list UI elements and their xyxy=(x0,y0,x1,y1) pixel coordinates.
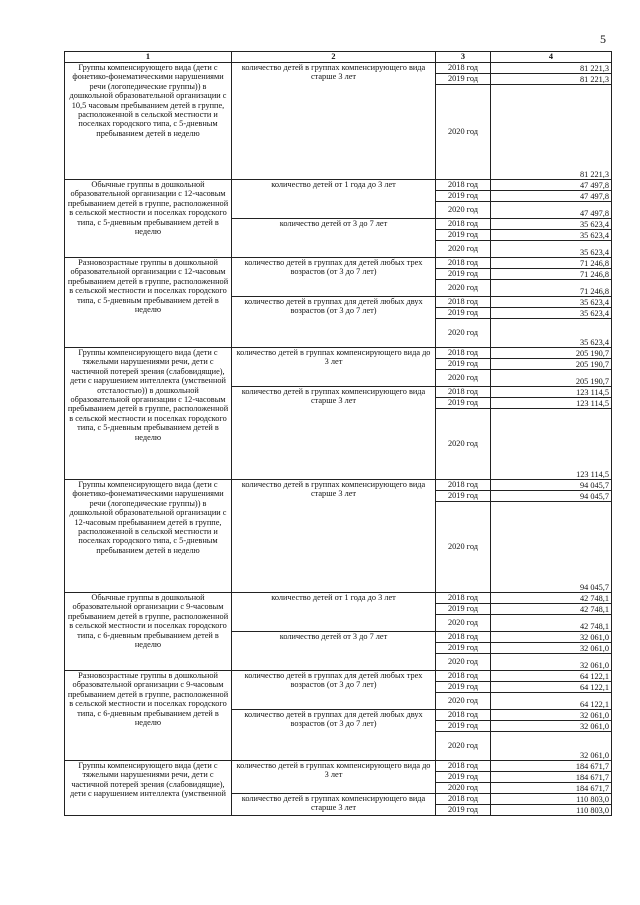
group-category: Обычные группы в дошкольной образовательной организации с 12-часовым пребыванием детей в группе, расположенной в сельской местности и поселках городского типа, с 5-дневным пребыванием детей в неделю xyxy=(65,180,232,258)
indicator-description: количество детей в группах компенсирующего вида старше 3 лет xyxy=(232,794,436,816)
year-cell: 2019 год xyxy=(436,643,491,654)
year-cell: 2019 год xyxy=(436,74,491,85)
value-cell: 205 190,7 xyxy=(491,359,612,370)
year-cell: 2020 год xyxy=(436,732,491,761)
group-category: Группы компенсирующего вида (дети с тяжелыми нарушениями речи, дети с частичной потерей зрения (слабовидящие), дети с нарушением интеллекта (умственной xyxy=(65,761,232,816)
year-cell: 2018 год xyxy=(436,794,491,805)
value-cell: 47 497,8 xyxy=(491,202,612,219)
value-cell: 71 246,8 xyxy=(491,269,612,280)
indicator-description: количество детей в группах для детей любых двух возрастов (от 3 до 7 лет) xyxy=(232,297,436,348)
value-cell: 184 671,7 xyxy=(491,772,612,783)
indicator-description: количество детей в группах компенсирующего вида старше 3 лет xyxy=(232,63,436,180)
year-cell: 2020 год xyxy=(436,241,491,258)
table-row xyxy=(65,480,612,491)
value-cell: 81 221,3 xyxy=(491,85,612,180)
indicator-description: количество детей от 3 до 7 лет xyxy=(232,219,436,258)
value-cell: 35 623,4 xyxy=(491,230,612,241)
group-category: Группы компенсирующего вида (дети с фонетико-фонематическими нарушениями речи (логопедические группы)) в дошкольной образовательной организации с 10,5 часовым пребыванием детей в группе, расположенной в сельской местности и поселках городского типа, с 5-дневным пребыванием детей в неделю xyxy=(65,63,232,180)
value-cell: 35 623,4 xyxy=(491,219,612,230)
table-row xyxy=(65,258,612,269)
value-cell: 42 748,1 xyxy=(491,593,612,604)
year-cell: 2019 год xyxy=(436,359,491,370)
indicator-description: количество детей от 3 до 7 лет xyxy=(232,632,436,671)
value-cell: 71 246,8 xyxy=(491,280,612,297)
value-cell: 123 114,5 xyxy=(491,398,612,409)
value-cell: 205 190,7 xyxy=(491,370,612,387)
value-cell: 32 061,0 xyxy=(491,710,612,721)
header-col-3: 3 xyxy=(436,52,491,63)
year-cell: 2019 год xyxy=(436,269,491,280)
value-cell: 35 623,4 xyxy=(491,241,612,258)
value-cell: 64 122,1 xyxy=(491,693,612,710)
header-col-1: 1 xyxy=(65,52,232,63)
year-cell: 2020 год xyxy=(436,783,491,794)
value-cell: 64 122,1 xyxy=(491,682,612,693)
value-cell: 205 190,7 xyxy=(491,348,612,359)
header-row xyxy=(65,52,612,63)
year-cell: 2019 год xyxy=(436,682,491,693)
value-cell: 110 803,0 xyxy=(491,794,612,805)
indicator-description: количество детей от 1 года до 3 лет xyxy=(232,180,436,219)
value-cell: 94 045,7 xyxy=(491,480,612,491)
year-cell: 2018 год xyxy=(436,63,491,74)
table-row xyxy=(65,63,612,74)
year-cell: 2020 год xyxy=(436,280,491,297)
year-cell: 2020 год xyxy=(436,615,491,632)
budget-table xyxy=(64,51,612,816)
value-cell: 81 221,3 xyxy=(491,63,612,74)
year-cell: 2019 год xyxy=(436,721,491,732)
year-cell: 2018 год xyxy=(436,480,491,491)
table-row xyxy=(65,671,612,682)
header-col-2: 2 xyxy=(232,52,436,63)
value-cell: 47 497,8 xyxy=(491,180,612,191)
year-cell: 2018 год xyxy=(436,297,491,308)
year-cell: 2019 год xyxy=(436,604,491,615)
header-col-4: 4 xyxy=(491,52,612,63)
year-cell: 2019 год xyxy=(436,805,491,816)
indicator-description: количество детей в группах для детей любых трех возрастов (от 3 до 7 лет) xyxy=(232,258,436,297)
value-cell: 32 061,0 xyxy=(491,632,612,643)
value-cell: 64 122,1 xyxy=(491,671,612,682)
value-cell: 42 748,1 xyxy=(491,604,612,615)
group-category: Разновозрастные группы в дошкольной образовательной организации с 9-часовым пребыванием детей в группе, расположенной в сельской местности и поселках городского типа, с 6-дневным пребыванием детей в неделю xyxy=(65,671,232,761)
value-cell: 47 497,8 xyxy=(491,191,612,202)
value-cell: 32 061,0 xyxy=(491,732,612,761)
indicator-description: количество детей в группах для детей любых двух возрастов (от 3 до 7 лет) xyxy=(232,710,436,761)
year-cell: 2018 год xyxy=(436,387,491,398)
year-cell: 2018 год xyxy=(436,348,491,359)
group-category: Разновозрастные группы в дошкольной образовательной организации с 12-часовым пребыванием детей в группе, расположенной в сельской местности и поселках городского типа, с 5-дневным пребыванием детей в неделю xyxy=(65,258,232,348)
year-cell: 2019 год xyxy=(436,398,491,409)
year-cell: 2019 год xyxy=(436,230,491,241)
value-cell: 184 671,7 xyxy=(491,761,612,772)
year-cell: 2018 год xyxy=(436,219,491,230)
table-row xyxy=(65,348,612,359)
year-cell: 2020 год xyxy=(436,409,491,480)
table-row xyxy=(65,180,612,191)
value-cell: 35 623,4 xyxy=(491,319,612,348)
year-cell: 2018 год xyxy=(436,593,491,604)
year-cell: 2020 год xyxy=(436,202,491,219)
year-cell: 2019 год xyxy=(436,308,491,319)
indicator-description: количество детей в группах компенсирующего вида до 3 лет xyxy=(232,761,436,794)
value-cell: 35 623,4 xyxy=(491,297,612,308)
year-cell: 2020 год xyxy=(436,370,491,387)
indicator-description: количество детей в группах компенсирующего вида старше 3 лет xyxy=(232,387,436,480)
year-cell: 2020 год xyxy=(436,654,491,671)
table-row xyxy=(65,761,612,772)
year-cell: 2020 год xyxy=(436,693,491,710)
year-cell: 2018 год xyxy=(436,258,491,269)
indicator-description: количество детей в группах компенсирующего вида старше 3 лет xyxy=(232,480,436,593)
value-cell: 32 061,0 xyxy=(491,643,612,654)
page-number: 5 xyxy=(600,32,606,46)
year-cell: 2020 год xyxy=(436,85,491,180)
year-cell: 2019 год xyxy=(436,191,491,202)
group-category: Группы компенсирующего вида (дети с тяжелыми нарушениями речи, дети с частичной потерей зрения (слабовидящие), дети с нарушением интеллекта (умственной отсталостью)) в дошкольной образовательной организации с 12-часовым пребыванием детей в группе, расположенной в сельской местности и поселках городского типа, с 5-дневным пребыванием детей в неделю xyxy=(65,348,232,480)
value-cell: 110 803,0 xyxy=(491,805,612,816)
table-row xyxy=(65,593,612,604)
year-cell: 2018 год xyxy=(436,632,491,643)
year-cell: 2018 год xyxy=(436,761,491,772)
indicator-description: количество детей в группах компенсирующего вида до 3 лет xyxy=(232,348,436,387)
value-cell: 32 061,0 xyxy=(491,721,612,732)
year-cell: 2020 год xyxy=(436,502,491,593)
indicator-description: количество детей в группах для детей любых трех возрастов (от 3 до 7 лет) xyxy=(232,671,436,710)
year-cell: 2018 год xyxy=(436,180,491,191)
value-cell: 184 671,7 xyxy=(491,783,612,794)
year-cell: 2019 год xyxy=(436,491,491,502)
value-cell: 81 221,3 xyxy=(491,74,612,85)
value-cell: 94 045,7 xyxy=(491,502,612,593)
year-cell: 2020 год xyxy=(436,319,491,348)
value-cell: 123 114,5 xyxy=(491,387,612,398)
year-cell: 2019 год xyxy=(436,772,491,783)
value-cell: 42 748,1 xyxy=(491,615,612,632)
value-cell: 71 246,8 xyxy=(491,258,612,269)
value-cell: 35 623,4 xyxy=(491,308,612,319)
year-cell: 2018 год xyxy=(436,671,491,682)
value-cell: 123 114,5 xyxy=(491,409,612,480)
indicator-description: количество детей от 1 года до 3 лет xyxy=(232,593,436,632)
year-cell: 2018 год xyxy=(436,710,491,721)
group-category: Группы компенсирующего вида (дети с фонетико-фонематическими нарушениями речи (логопедические группы)) в дошкольной образовательной организации с 12-часовым пребыванием детей в группе, расположенной в сельской местности и поселках городского типа, с 5-дневным пребыванием детей в неделю xyxy=(65,480,232,593)
value-cell: 32 061,0 xyxy=(491,654,612,671)
group-category: Обычные группы в дошкольной образовательной организации с 9-часовым пребыванием детей в группе, расположенной в сельской местности и поселках городского типа, с 6-дневным пребыванием детей в неделю xyxy=(65,593,232,671)
value-cell: 94 045,7 xyxy=(491,491,612,502)
